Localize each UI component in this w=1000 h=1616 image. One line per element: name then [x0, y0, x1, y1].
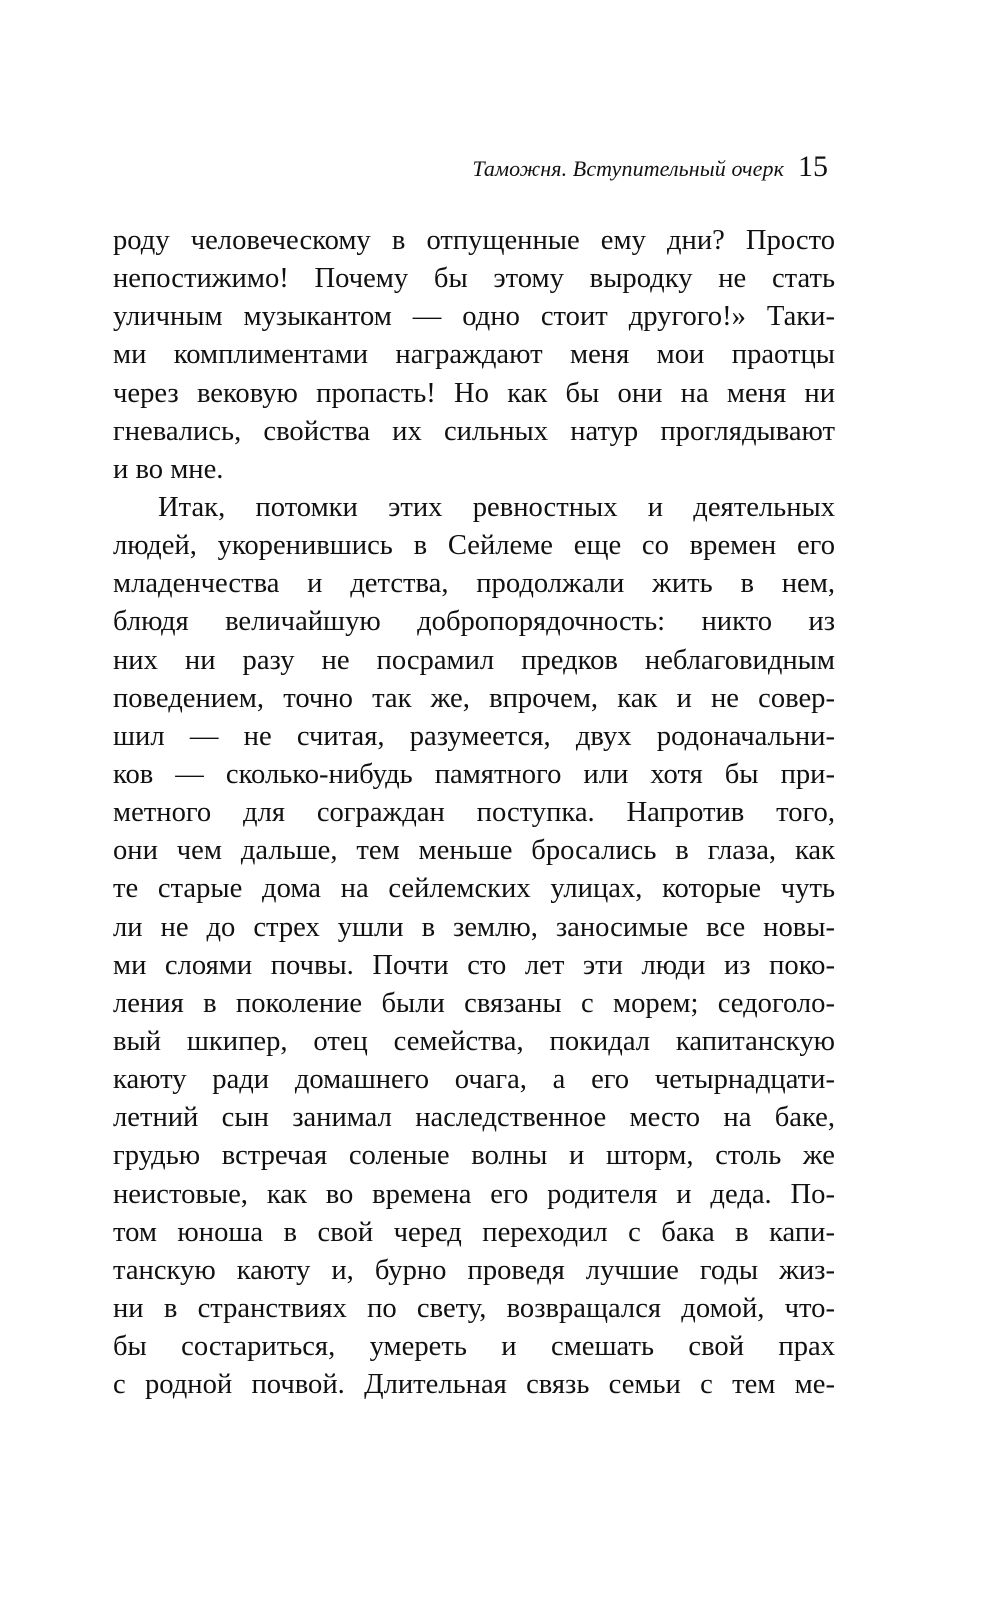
text-line: шил — не считая, разумеется, двух родоначальни-: [113, 720, 835, 752]
text-line: том юноша в свой черед переходил с бака в капи-: [113, 1216, 835, 1248]
text-line: ков — сколько-нибудь памятного или хотя бы при-: [113, 758, 835, 790]
running-title: Таможня. Вступительный очерк: [472, 156, 784, 181]
text-line: и во мне.: [113, 453, 224, 485]
text-line: они чем дальше, тем меньше бросались в глаза, как: [113, 835, 835, 867]
text-line: уличным музыкантом — одно стоит другого!» Таки-: [113, 301, 835, 333]
text-line: Итак, потомки этих ревностных и деятельных: [158, 491, 835, 523]
text-line: неистовые, как во времена его родителя и деда. По-: [113, 1178, 835, 1210]
paragraph-1: [113, 222, 835, 489]
text-line: ли не до стрех ушли в землю, заносимые все новы-: [113, 911, 835, 943]
text-line: ления в поколение были связаны с морем; седоголо-: [113, 987, 835, 1019]
text-line: роду человеческому в отпущенные ему дни? Просто: [113, 225, 835, 256]
text-line: ни в странствиях по свету, возвращался домой, что-: [113, 1292, 835, 1324]
text-line: бы состариться, умереть и смешать свой прах: [113, 1331, 835, 1363]
text-line: вый шкипер, отец семейства, покидал капитанскую: [113, 1025, 835, 1057]
text-line: непостижимо! Почему бы этому выродку не стать: [113, 263, 835, 295]
text-line: метного для сограждан поступка. Напротив того,: [113, 797, 835, 829]
text-line: летний сын занимал наследственное место на баке,: [113, 1102, 835, 1134]
text-line: блюдя величайшую добропорядочность: никто из: [113, 606, 835, 638]
text-line: младенчества и детства, продолжали жить в нем,: [113, 568, 835, 600]
text-line: через вековую пропасть! Но как бы они на меня ни: [113, 377, 835, 409]
text-line: ми слоями почвы. Почти сто лет эти люди из поко-: [113, 949, 835, 981]
page-number: 15: [798, 150, 828, 183]
body-text: [113, 222, 835, 1404]
text-line: них ни разу не посрамил предков неблаговидным: [113, 644, 835, 676]
text-line: танскую каюту и, бурно проведя лучшие годы жиз-: [113, 1254, 835, 1286]
running-head: [472, 150, 828, 184]
text-line: те старые дома на сейлемских улицах, которые чуть: [113, 873, 835, 905]
text-line: с родной почвой. Длительная связь семьи с тем ме-: [113, 1369, 835, 1401]
text-line: каюту ради домашнего очага, а его четырнадцати-: [113, 1064, 835, 1096]
paragraph-2: [113, 489, 835, 1404]
text-line: поведением, точно так же, впрочем, как и не совер-: [113, 682, 835, 714]
text-line: людей, укоренившись в Сейлеме еще со времен его: [113, 530, 835, 562]
text-line: ми комплиментами награждают меня мои праотцы: [113, 339, 835, 371]
text-line: гневались, свойства их сильных натур проглядывают: [113, 415, 835, 447]
text-line: грудью встречая соленые волны и шторм, столь же: [113, 1140, 835, 1172]
